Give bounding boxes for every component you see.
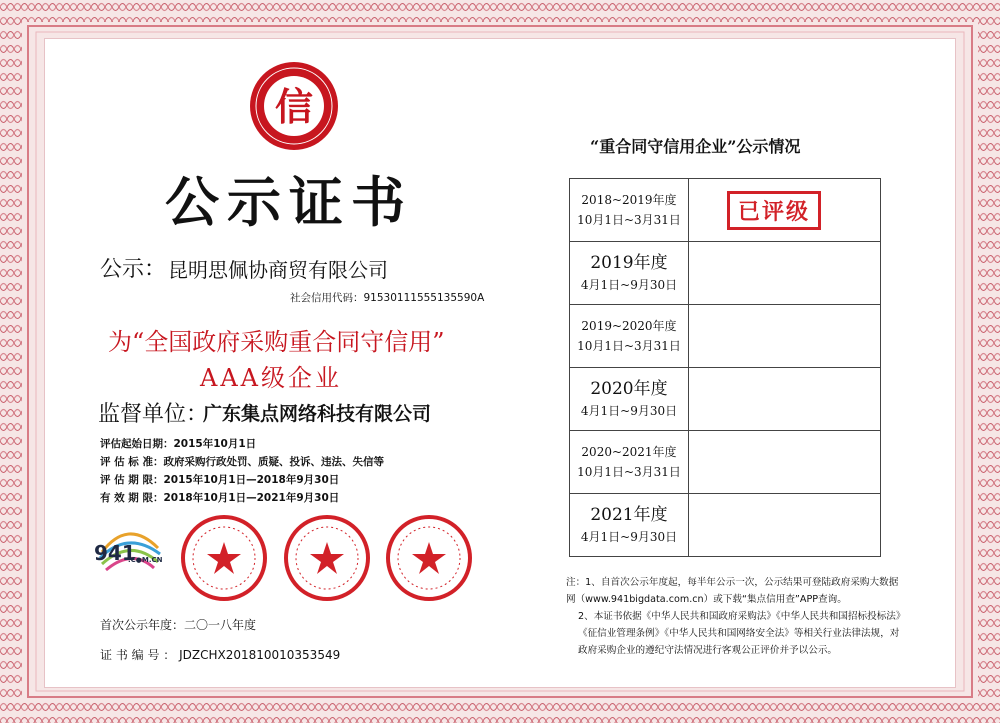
status-period-cell <box>570 242 689 305</box>
status-title: “重合同守信用企业”公示情况 <box>590 137 801 156</box>
status-range: 10月1日~3月31日 <box>577 465 681 479</box>
status-row <box>570 494 881 557</box>
first-year: 首次公示年度：二〇一八年度 <box>100 618 257 632</box>
status-period-cell <box>570 494 689 557</box>
honor-phrase-line1: 为“全国政府采购重合同守信用” <box>108 328 445 356</box>
seal-stamp-icon-3 <box>385 514 473 602</box>
supervisor-name: 广东集点网络科技有限公司 <box>203 403 432 425</box>
detail-eval-period: 评 估 期 限：2015年10月1日—2018年9月30日 <box>100 474 340 486</box>
status-result-cell <box>689 242 881 305</box>
status-result-cell <box>689 431 881 494</box>
status-year: 2019~2020年度 <box>581 319 677 333</box>
status-row <box>570 431 881 494</box>
status-period-cell <box>570 368 689 431</box>
status-year: 2019年度 <box>590 253 668 273</box>
detail-standard: 评 估 标 准：政府采购行政处罚、质疑、投诉、违法、失信等 <box>100 456 384 468</box>
notes-section <box>566 574 901 659</box>
status-row <box>570 179 881 242</box>
status-row <box>570 305 881 368</box>
logo-941-text: 941 <box>94 541 136 565</box>
status-table <box>569 178 881 557</box>
status-period-cell <box>570 431 689 494</box>
certificate-title: 公示证书 <box>165 170 413 234</box>
status-year: 2021年度 <box>590 505 668 525</box>
status-range: 4月1日~9月30日 <box>580 278 678 292</box>
status-range: 4月1日~9月30日 <box>580 404 678 418</box>
note-2: 2、本证书依据《中华人民共和国政府采购法》《中华人民共和国招标投标法》《征信业管理条例》《中华人民共和国网络安全法》等相关行业法律法规，对政府采购企业的遵纪守法情况进行客观公正评价并予以公示。 <box>578 611 901 656</box>
logo-941-icon <box>92 522 164 586</box>
status-result-cell <box>689 494 881 557</box>
status-range: 10月1日~3月31日 <box>577 213 681 227</box>
public-label: 公示： <box>100 257 167 282</box>
status-year: 2018~2019年度 <box>581 193 677 207</box>
logo-941-sub: .C●M.CN <box>128 556 163 564</box>
status-result-cell <box>689 368 881 431</box>
status-range: 10月1日~3月31日 <box>577 339 681 353</box>
status-period-cell <box>570 179 689 242</box>
company-name: 昆明思佩协商贸有限公司 <box>168 258 388 282</box>
credit-code: 社会信用代码：91530111555135590A <box>290 292 485 304</box>
certificate-number: 证 书 编 号 ： JDZCHX201810010353549 <box>100 648 341 662</box>
rated-stamp: 已评级 <box>727 191 821 230</box>
seal-stamp-icon-1 <box>180 514 268 602</box>
status-row <box>570 368 881 431</box>
detail-start-date: 评估起始日期：2015年10月1日 <box>100 438 257 450</box>
status-result-cell <box>689 179 881 242</box>
supervisor-label: 监督单位： <box>98 402 209 427</box>
status-result-cell <box>689 305 881 368</box>
status-range: 4月1日~9月30日 <box>580 530 678 544</box>
status-row <box>570 242 881 305</box>
status-year: 2020~2021年度 <box>581 445 677 459</box>
detail-valid-period: 有 效 期 限：2018年10月1日—2021年9月30日 <box>100 492 340 504</box>
honor-phrase-line2: AAA级企业 <box>200 364 342 392</box>
credit-seal-icon <box>248 60 340 152</box>
status-period-cell <box>570 305 689 368</box>
seal-stamp-icon-2 <box>283 514 371 602</box>
status-year: 2020年度 <box>590 379 668 399</box>
note-1: 注：1、自首次公示年度起，每半年公示一次，公示结果可登陆政府采购大数据网（www.941bigdata.com.cn）或下载“集点信用查”APP查询。 <box>566 577 899 605</box>
seal-char: 信 <box>274 85 314 129</box>
